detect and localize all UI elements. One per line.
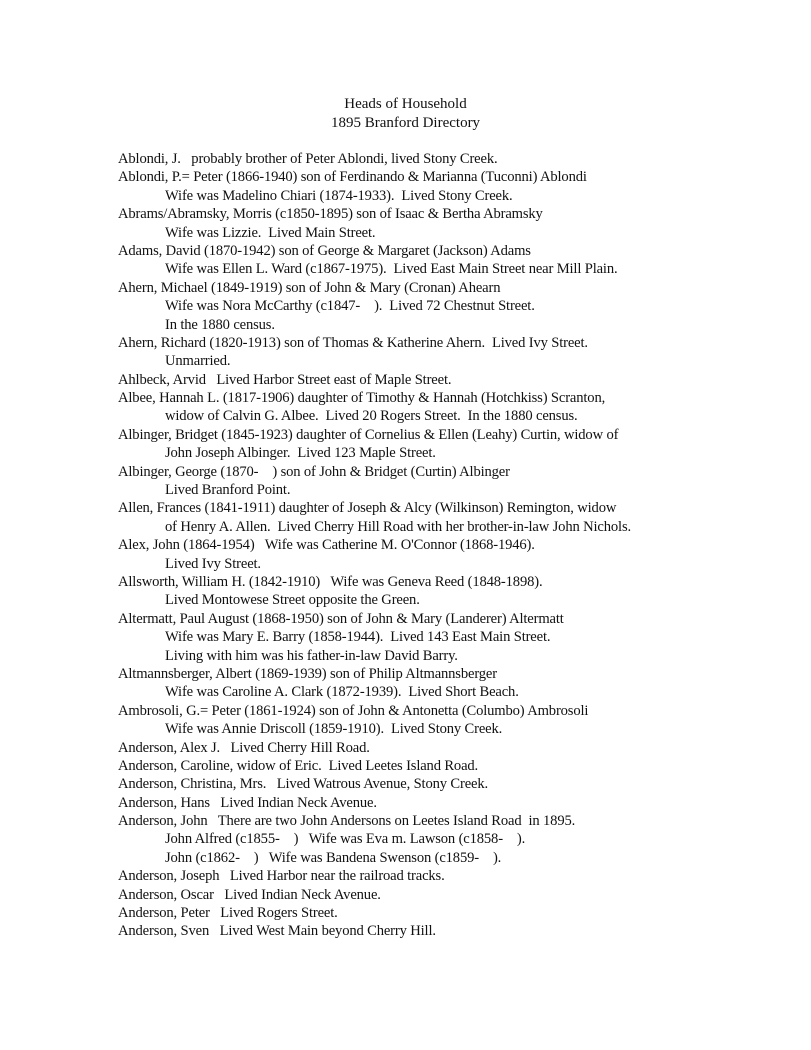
entry-line: Anderson, Hans Lived Indian Neck Avenue. bbox=[118, 794, 377, 811]
entry-line: Albinger, Bridget (1845-1923) daughter of Cornelius & Ellen (Leahy) Curtin, widow of bbox=[118, 426, 619, 443]
entry-line: Alex, John (1864-1954) Wife was Catherine M. O'Connor (1868-1946). bbox=[118, 537, 535, 554]
entry-line: Anderson, Sven Lived West Main beyond Cherry Hill. bbox=[118, 923, 436, 940]
entry-continuation-line: of Henry A. Allen. Lived Cherry Hill Road with her brother-in-law John Nichols. bbox=[165, 518, 631, 535]
entry-line: Anderson, Christina, Mrs. Lived Watrous Avenue, Stony Creek. bbox=[118, 776, 488, 793]
entry-line: Ambrosoli, G.= Peter (1861-1924) son of John & Antonetta (Columbo) Ambrosoli bbox=[118, 702, 589, 719]
entry-line: Ahern, Richard (1820-1913) son of Thomas & Katherine Ahern. Lived Ivy Street. bbox=[118, 334, 588, 351]
document-title: Heads of Household bbox=[344, 96, 467, 112]
entry-line: Albee, Hannah L. (1817-1906) daughter of Timothy & Hannah (Hotchkiss) Scranton, bbox=[118, 390, 606, 407]
entry-line: Anderson, Caroline, widow of Eric. Lived Leetes Island Road. bbox=[118, 757, 479, 774]
entry-continuation-line: Living with him was his father-in-law David Barry. bbox=[165, 647, 458, 664]
entry-continuation-line: Wife was Madelino Chiari (1874-1933). Lived Stony Creek. bbox=[165, 187, 513, 204]
entry-line: Anderson, Peter Lived Rogers Street. bbox=[118, 905, 338, 922]
household-entries-list bbox=[118, 150, 778, 941]
entry-line: Ahlbeck, Arvid Lived Harbor Street east of Maple Street. bbox=[118, 371, 452, 388]
entry-line: Abrams/Abramsky, Morris (c1850-1895) son of Isaac & Bertha Abramsky bbox=[118, 206, 543, 223]
entry-continuation-line: Lived Branford Point. bbox=[165, 482, 291, 499]
entry-line: Ablondi, P.= Peter (1866-1940) son of Ferdinando & Marianna (Tuconni) Ablondi bbox=[118, 169, 587, 186]
entry-continuation-line: Wife was Ellen L. Ward (c1867-1975). Lived East Main Street near Mill Plain. bbox=[165, 261, 618, 278]
entry-line: Anderson, Alex J. Lived Cherry Hill Road. bbox=[118, 739, 370, 756]
entry-continuation-line: Wife was Nora McCarthy (c1847- ). Lived 72 Chestnut Street. bbox=[165, 298, 535, 315]
entry-continuation-line: Wife was Mary E. Barry (1858-1944). Lived 143 East Main Street. bbox=[165, 629, 551, 646]
entry-continuation-line: Lived Ivy Street. bbox=[165, 555, 261, 572]
entry-continuation-line: Lived Montowese Street opposite the Green. bbox=[165, 592, 420, 609]
entry-continuation-line: In the 1880 census. bbox=[165, 316, 275, 333]
entry-continuation-line: John Joseph Albinger. Lived 123 Maple Street. bbox=[165, 445, 436, 462]
entry-line: Ablondi, J. probably brother of Peter Ablondi, lived Stony Creek. bbox=[118, 151, 498, 167]
entry-line: Ahern, Michael (1849-1919) son of John & Mary (Cronan) Ahearn bbox=[118, 279, 501, 296]
document-heading bbox=[0, 95, 811, 132]
entry-continuation-line: widow of Calvin G. Albee. Lived 20 Rogers Street. In the 1880 census. bbox=[165, 408, 578, 425]
entry-line: Altermatt, Paul August (1868-1950) son of John & Mary (Landerer) Altermatt bbox=[118, 610, 564, 627]
entry-continuation-line: Wife was Lizzie. Lived Main Street. bbox=[165, 224, 376, 241]
entry-line: Altmannsberger, Albert (1869-1939) son of Philip Altmannsberger bbox=[118, 665, 497, 682]
entry-continuation-line: Wife was Caroline A. Clark (1872-1939). Lived Short Beach. bbox=[165, 684, 519, 701]
entry-continuation-line: John (c1862- ) Wife was Bandena Swenson (c1859- ). bbox=[165, 849, 502, 866]
document-subtitle: 1895 Branford Directory bbox=[330, 114, 481, 131]
entry-line: Allsworth, William H. (1842-1910) Wife was Geneva Reed (1848-1898). bbox=[118, 573, 543, 590]
entry-line: Anderson, John There are two John Andersons on Leetes Island Road in 1895. bbox=[118, 813, 576, 830]
entry-line: Anderson, Oscar Lived Indian Neck Avenue. bbox=[118, 886, 381, 903]
entry-line: Anderson, Joseph Lived Harbor near the railroad tracks. bbox=[118, 868, 445, 885]
entry-line: Albinger, George (1870- ) son of John & Bridget (Curtin) Albinger bbox=[118, 463, 510, 480]
entry-line: Adams, David (1870-1942) son of George & Margaret (Jackson) Adams bbox=[118, 242, 531, 259]
entry-line: Allen, Frances (1841-1911) daughter of Joseph & Alcy (Wilkinson) Remington, widow bbox=[118, 500, 617, 517]
entry-continuation-line: Wife was Annie Driscoll (1859-1910). Lived Stony Creek. bbox=[165, 721, 503, 738]
entry-continuation-line: John Alfred (c1855- ) Wife was Eva m. Lawson (c1858- ). bbox=[165, 831, 526, 848]
entry-continuation-line: Unmarried. bbox=[165, 353, 231, 370]
